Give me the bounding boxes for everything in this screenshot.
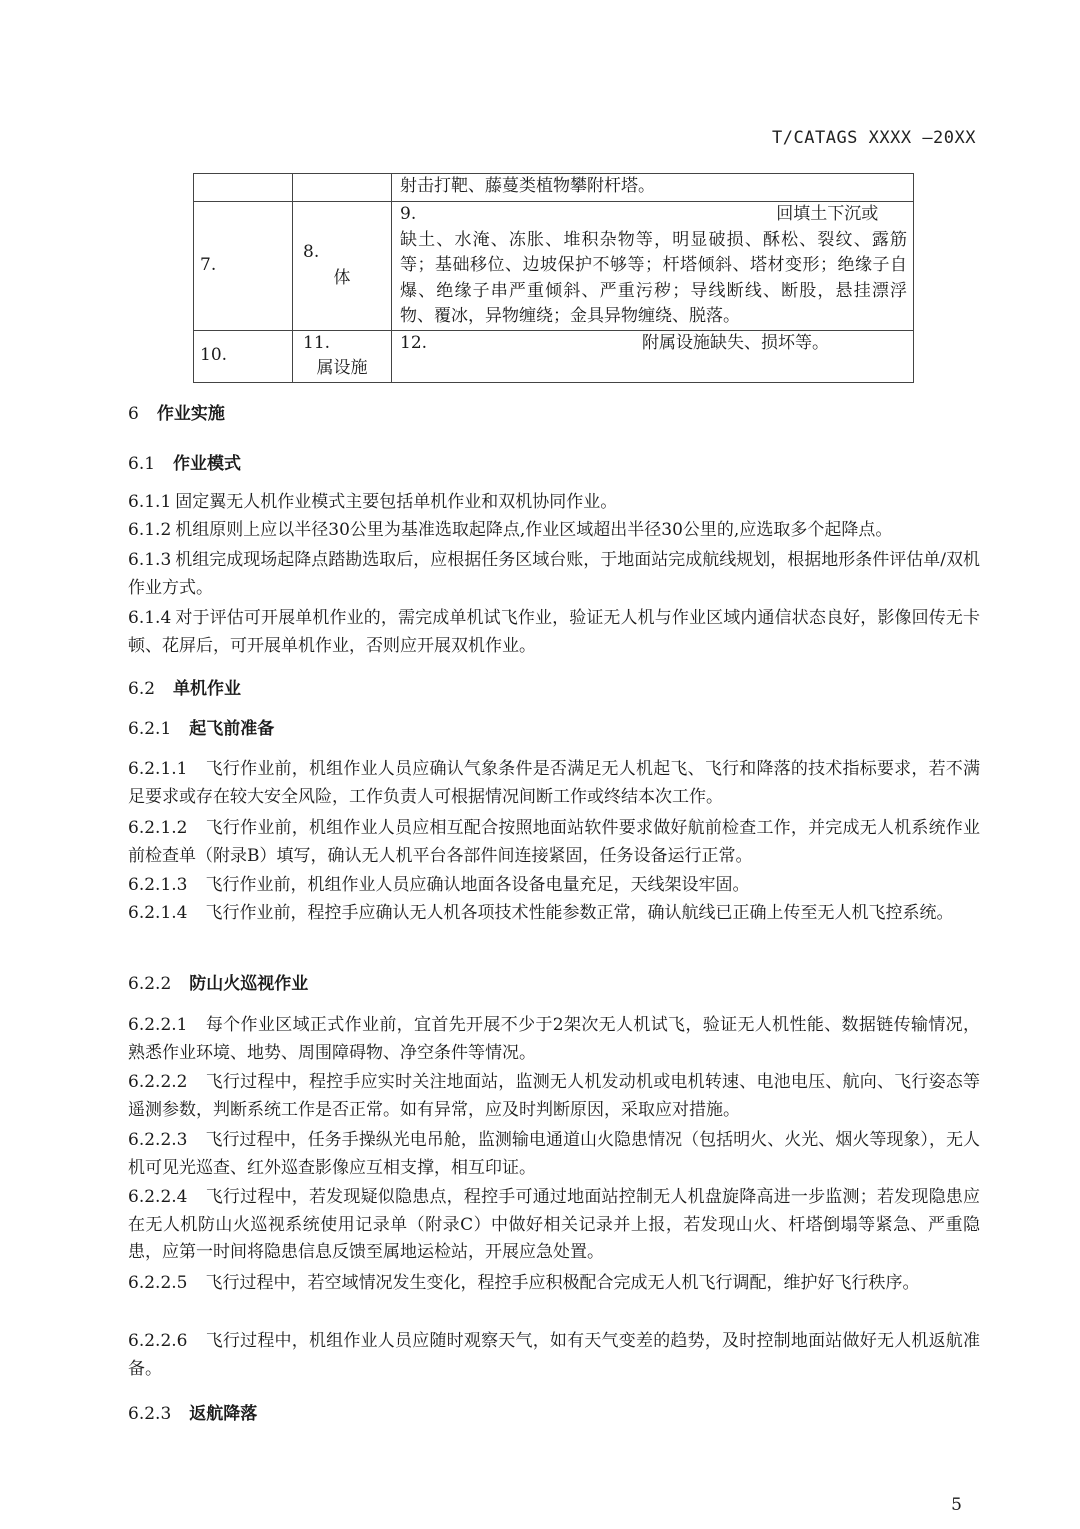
section-number: 6.2.1	[128, 719, 172, 739]
clause-paragraph	[128, 489, 980, 517]
table-text: 10.	[200, 345, 228, 366]
section-heading	[128, 717, 980, 741]
section-title: 作业实施	[156, 404, 225, 424]
clause-text: 固定翼无人机作业模式主要包括单机作业和双机协同作业。	[175, 492, 618, 512]
section-title: 防山火巡视作业	[189, 974, 309, 994]
table-text: 回填土下沉或	[776, 204, 879, 224]
table-cell	[392, 202, 914, 331]
clause-paragraph	[128, 517, 980, 545]
table-cell	[293, 330, 392, 382]
table-text: 体	[333, 267, 351, 288]
table-cell	[293, 174, 392, 202]
clause-paragraph	[128, 756, 980, 811]
clause-number: 6.2.1.1	[128, 759, 188, 779]
clause-paragraph	[128, 872, 980, 900]
section-heading	[128, 677, 980, 701]
clause-text: 飞行过程中，机组作业人员应随时观察天气，如有天气变差的趋势，及时控制地面站做好无人机返航准备。	[128, 1331, 980, 1379]
clause-number: 6.1.1	[128, 492, 172, 512]
section-number: 6	[128, 404, 139, 424]
section-heading	[128, 1402, 980, 1426]
section-number: 6.2	[128, 679, 156, 699]
section-number: 6.2.2	[128, 974, 172, 994]
inspection-table	[193, 173, 914, 383]
table-text: 7.	[200, 255, 217, 275]
clause-number: 6.2.2.3	[128, 1130, 188, 1150]
clause-text: 飞行作业前，机组作业人员应确认气象条件是否满足无人机起飞、飞行和降落的技术指标要求，若不满足要求或存在较大安全风险，工作负责人可根据情况间断工作或终结本次工作。	[128, 759, 980, 807]
clause-paragraph	[128, 1184, 980, 1267]
clause-text: 飞行过程中，任务手操纵光电吊舱，监测输电通道山火隐患情况（包括明火、火光、烟火等现象），无人机可见光巡查、红外巡查影像应互相支撑，相互印证。	[128, 1130, 980, 1178]
table-text: 射击打靶、藤蔓类植物攀附杆塔。	[400, 176, 655, 196]
clause-paragraph	[128, 815, 980, 870]
table-text: 12.	[400, 332, 428, 353]
document-code: T/CATAGS XXXX —20XX	[772, 128, 976, 148]
clause-paragraph	[128, 1012, 980, 1067]
clause-text: 飞行作业前，机组作业人员应相互配合按照地面站软件要求做好航前检查工作，并完成无人机系统作业前检查单（附录B）填写，确认无人机平台各部件间连接紧固，任务设备运行正常。	[128, 818, 980, 866]
clause-number: 6.2.2.4	[128, 1187, 188, 1207]
section-title: 单机作业	[173, 679, 242, 699]
clause-number: 6.2.2.2	[128, 1072, 188, 1092]
clause-paragraph	[128, 1270, 980, 1298]
section-number: 6.1	[128, 454, 156, 474]
clause-text: 飞行作业前，程控手应确认无人机各项技术性能参数正常，确认航线已正确上传至无人机飞控系统。	[205, 903, 954, 923]
clause-text: 每个作业区域正式作业前，宜首先开展不少于2架次无人机试飞，验证无人机性能、数据链传输情况，熟悉作业环境、地势、周围障碍物、净空条件等情况。	[128, 1015, 980, 1063]
clause-paragraph	[128, 605, 980, 660]
section-title: 返航降落	[189, 1404, 258, 1424]
table-text: 8.	[303, 242, 320, 263]
section-heading	[128, 972, 980, 996]
clause-paragraph	[128, 1069, 980, 1124]
table-cell	[293, 202, 392, 331]
clause-number: 6.1.3	[128, 550, 172, 570]
clause-paragraph	[128, 900, 980, 928]
section-number: 6.2.3	[128, 1404, 172, 1424]
clause-paragraph	[128, 547, 980, 602]
section-title: 起飞前准备	[189, 719, 275, 739]
clause-paragraph	[128, 1127, 980, 1182]
table-cell	[194, 202, 293, 331]
clause-number: 6.2.1.2	[128, 818, 188, 838]
clause-text: 对于评估可开展单机作业的，需完成单机试飞作业，验证无人机与作业区域内通信状态良好，影像回传无卡顿、花屏后，可开展单机作业，否则应开展双机作业。	[128, 608, 980, 656]
clause-text: 飞行过程中，若空域情况发生变化，程控手应积极配合完成无人机飞行调配，维护好飞行秩序。	[205, 1273, 920, 1293]
table-text: 属设施	[316, 358, 368, 378]
section-heading	[128, 452, 980, 476]
table-cell	[392, 174, 914, 202]
table-text: 11.	[303, 332, 331, 353]
clause-text: 飞行过程中，程控手应实时关注地面站，监测无人机发动机或电机转速、电池电压、航向、飞行姿态等遥测参数，判断系统工作是否正常。如有异常，应及时判断原因，采取应对措施。	[128, 1072, 980, 1120]
table-cell	[392, 330, 914, 382]
table-text: 9.	[400, 204, 417, 224]
section-title: 作业模式	[173, 454, 242, 474]
clause-number: 6.2.1.3	[128, 875, 188, 895]
clause-number: 6.1.4	[128, 608, 172, 628]
table-text: 缺土、水淹、冻胀、堆积杂物等，明显破损、酥松、裂纹、露筋等；基础移位、边坡保护不够等；杆塔倾斜、塔材变形；绝缘子自爆、绝缘子串严重倾斜、严重污秽；导线断线、断股，悬挂漂浮物、覆冰，异物缠绕；金具异物缠绕、脱落。	[400, 229, 907, 326]
clause-text: 机组原则上应以半径30公里为基准选取起降点,作业区域超出半径30公里的,应选取多个起降点。	[175, 520, 893, 540]
clause-text: 飞行过程中，若发现疑似隐患点，程控手可通过地面站控制无人机盘旋降高进一步监测；若发现隐患应在无人机防山火巡视系统使用记录单（附录C）中做好相关记录并上报，若发现山火、杆塔倒塌等紧急、严重隐患，应第一时间将隐患信息反馈至属地运检站，开展应急处置。	[128, 1187, 980, 1262]
table-cell	[194, 174, 293, 202]
clause-number: 6.2.2.6	[128, 1331, 188, 1351]
clause-number: 6.1.2	[128, 520, 172, 540]
clause-number: 6.2.2.5	[128, 1273, 188, 1293]
clause-text: 机组完成现场起降点踏勘选取后，应根据任务区域台账，于地面站完成航线规划，根据地形条件评估单/双机作业方式。	[128, 550, 980, 598]
section-heading	[128, 402, 980, 426]
clause-text: 飞行作业前，机组作业人员应确认地面各设备电量充足，天线架设牢固。	[205, 875, 750, 895]
clause-paragraph	[128, 1328, 980, 1383]
table-text: 附属设施缺失、损坏等。	[642, 332, 830, 353]
clause-number: 6.2.1.4	[128, 903, 188, 923]
clause-number: 6.2.2.1	[128, 1015, 188, 1035]
table-cell	[194, 330, 293, 382]
page-number: 5	[951, 1495, 962, 1515]
